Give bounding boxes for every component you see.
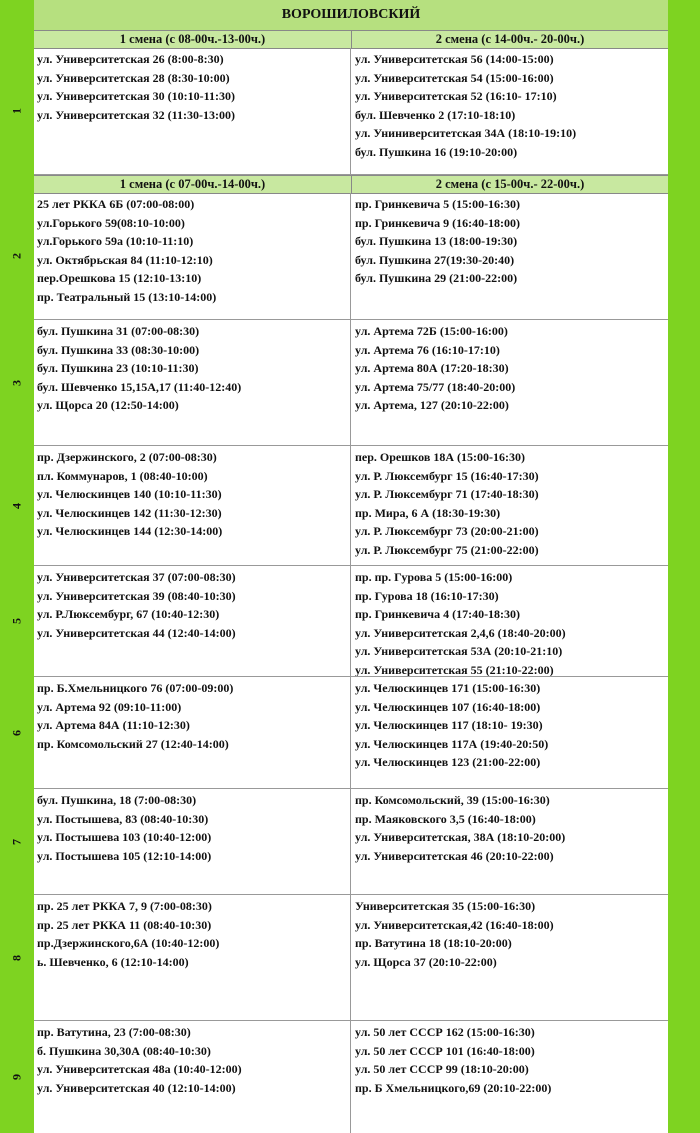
address-line: ул. Артема 75/77 (18:40-20:00) <box>355 379 516 394</box>
shift-1-cell <box>34 895 351 1020</box>
address-line: ул. 50 лет СССР 162 (15:00-16:30) <box>355 1025 535 1039</box>
address-line: ул. Постышева 103 (10:40-12:00) <box>37 830 212 844</box>
row-number: 6 <box>9 730 24 736</box>
shift-1-cell <box>34 566 351 676</box>
address-line: пр. Ватутина, 23 (7:00-08:30) <box>37 1025 191 1039</box>
address-line: бул. Пушкина 23 (10:10-11:30) <box>37 361 199 375</box>
address-line: пр. Б Хмельницкого,69 (20:10-22:00) <box>355 1080 552 1095</box>
address-line: ул. Щорса 20 (12:50-14:00) <box>37 398 179 412</box>
shift-2-cell <box>352 446 668 565</box>
shift-2-cell <box>352 789 668 894</box>
address-line: бул. Шевченко 15,15А,17 (11:40-12:40) <box>37 379 242 394</box>
address-line: ул. Университетская 39 (08:40-10:30) <box>37 588 236 603</box>
address-line: б. Пушкина 30,30А (08:40-10:30) <box>37 1043 211 1058</box>
shift-2-cell <box>352 193 668 319</box>
shift-2-cell <box>352 320 668 445</box>
shift-1-cell <box>34 193 351 319</box>
address-line: ул.Горького 59(08:10-10:00) <box>37 215 185 230</box>
address-line: ул. Университетская 46 (20:10-22:00) <box>355 848 554 863</box>
address-line: бул. Пушкина 13 (18:00-19:30) <box>355 234 518 248</box>
address-line: ул. Артема 76 (16:10-17:10) <box>355 342 500 357</box>
table-row <box>34 320 668 446</box>
address-line: бул. Пушкина 27(19:30-20:40) <box>355 252 515 267</box>
shift-1-label: 1 смена (с 07-00ч.-14-00ч.) <box>34 176 352 193</box>
address-line: ул. Университетская 56 (14:00-15:00) <box>355 52 554 66</box>
address-line: ул. Р.Люксембург, 67 (10:40-12:30) <box>37 607 220 621</box>
table-row <box>34 895 668 1021</box>
address-line: ул. Артема 92 (09:10-11:00) <box>37 699 182 714</box>
address-line: ул. Артема, 127 (20:10-22:00) <box>355 398 509 412</box>
address-line: ул. Университетская 26 (8:00-8:30) <box>37 52 224 66</box>
row-number: 7 <box>9 839 24 845</box>
address-line: 25 лет РККА 6Б (07:00-08:00) <box>37 197 195 211</box>
address-line: ул. Р. Люксембург 75 (21:00-22:00) <box>355 542 539 557</box>
row-number: 1 <box>9 108 24 114</box>
shift-1-cell <box>34 48 351 174</box>
schedule-table <box>34 0 668 1133</box>
address-line: бул. Пушкина 29 (21:00-22:00) <box>355 271 518 285</box>
address-line: бул. Шевченко 2 (17:10-18:10) <box>355 107 516 122</box>
address-line: ул. Р. Люксембург 71 (17:40-18:30) <box>355 487 539 501</box>
address-line: ул. Челюскинцев 142 (11:30-12:30) <box>37 505 222 520</box>
address-line: ул. Челюскинцев 171 (15:00-16:30) <box>355 681 541 695</box>
shift-1-cell <box>34 789 351 894</box>
address-line: ул. Университетская 53А (20:10-21:10) <box>355 644 563 658</box>
address-line: пр. Театральный 15 (13:10-14:00) <box>37 289 217 304</box>
shift-2-cell <box>352 677 668 788</box>
shift-header-a <box>34 30 668 49</box>
address-line: ул. Университетская 32 (11:30-13:00) <box>37 107 235 122</box>
address-line: ул. Челюскинцев 140 (10:10-11:30) <box>37 487 222 501</box>
address-line: пр. Комсомольский 27 (12:40-14:00) <box>37 736 229 751</box>
address-line: ь. Шевченко, 6 (12:10-14:00) <box>37 954 189 969</box>
address-line: пр. Дзержинского, 2 (07:00-08:30) <box>37 450 217 464</box>
address-line: ул. Постышева, 83 (08:40-10:30) <box>37 811 209 826</box>
address-line: ул. Челюскинцев 117А (19:40-20:50) <box>355 736 549 751</box>
table-row <box>34 193 668 320</box>
address-line: пер.Орешкова 15 (12:10-13:10) <box>37 271 202 285</box>
shift-2-label: 2 смена (с 15-00ч.- 22-00ч.) <box>435 177 585 191</box>
address-line: ул. 50 лет СССР 101 (16:40-18:00) <box>355 1043 535 1058</box>
address-line: ул. Университетская 52 (16:10- 17:10) <box>355 89 557 103</box>
address-line: ул. Артема 84А (11:10-12:30) <box>37 718 190 732</box>
address-line: пр. Гринкевича 9 (16:40-18:00) <box>355 215 521 230</box>
address-line: ул. Университетская 55 (21:10-22:00) <box>355 662 554 676</box>
address-line: Университетская 35 (15:00-16:30) <box>355 899 536 913</box>
row-number: 9 <box>9 1074 24 1080</box>
address-line: пер. Орешков 18А (15:00-16:30) <box>355 450 525 464</box>
address-line: пр. Ватутина 18 (18:10-20:00) <box>355 936 512 950</box>
address-line: бул. Пушкина 31 (07:00-08:30) <box>37 324 200 338</box>
address-line: пр. 25 лет РККА 11 (08:40-10:30) <box>37 917 212 932</box>
shift-2-cell <box>352 1021 668 1133</box>
address-line: ул. Р. Люксембург 15 (16:40-17:30) <box>355 468 539 483</box>
table-row <box>34 48 668 175</box>
shift-1-cell <box>34 677 351 788</box>
address-line: ул. 50 лет СССР 99 (18:10-20:00) <box>355 1062 529 1076</box>
address-line: ул. Университетская 48а (10:40-12:00) <box>37 1062 242 1076</box>
address-line: ул. Челюскинцев 144 (12:30-14:00) <box>37 524 223 538</box>
row-number: 3 <box>9 380 24 386</box>
table-row <box>34 677 668 789</box>
shift-1-cell <box>34 320 351 445</box>
address-line: ул. Постышева 105 (12:10-14:00) <box>37 848 212 863</box>
address-line: пр. Маяковского 3,5 (16:40-18:00) <box>355 811 536 826</box>
address-line: пр. Гурова 18 (16:10-17:30) <box>355 588 499 603</box>
address-line: ул. Челюскинцев 117 (18:10- 19:30) <box>355 718 543 732</box>
address-line: ул. Щорса 37 (20:10-22:00) <box>355 954 497 969</box>
shift-1-cell <box>34 1021 351 1133</box>
table-row <box>34 789 668 895</box>
shift-2-label: 2 смена (с 14-00ч.- 20-00ч.) <box>435 32 585 46</box>
row-number: 8 <box>9 955 24 961</box>
table-row <box>34 1021 668 1133</box>
address-line: пр.Дзержинского,6А (10:40-12:00) <box>37 936 220 950</box>
address-line: ул. Университетская 40 (12:10-14:00) <box>37 1080 236 1095</box>
address-line: ул. Университетская,42 (16:40-18:00) <box>355 917 554 932</box>
shift-2-cell <box>352 48 668 174</box>
address-line: ул. Артема 72Б (15:00-16:00) <box>355 324 508 338</box>
shift-2-cell <box>352 566 668 676</box>
address-line: пр. Гринкевича 5 (15:00-16:30) <box>355 197 521 211</box>
address-line: пр. Комсомольский, 39 (15:00-16:30) <box>355 793 550 807</box>
address-line: пр. Б.Хмельницкого 76 (07:00-09:00) <box>37 681 234 695</box>
row-number: 5 <box>9 618 24 625</box>
address-line: пр. Мира, 6 А (18:30-19:30) <box>355 505 501 520</box>
shift-1-label: 1 смена (с 08-00ч.-13-00ч.) <box>34 31 352 48</box>
address-line: ул. Университетская 44 (12:40-14:00) <box>37 625 236 640</box>
row-number: 4 <box>9 503 24 509</box>
shift-2-cell <box>352 895 668 1020</box>
address-line: ул. Артема 80А (17:20-18:30) <box>355 361 509 375</box>
address-line: ул. Университетская 28 (8:30-10:00) <box>37 70 230 85</box>
address-line: пр. 25 лет РККА 7, 9 (7:00-08:30) <box>37 899 212 913</box>
address-line: бул. Пушкина 16 (19:10-20:00) <box>355 144 518 159</box>
address-line: ул. Р. Люксембург 73 (20:00-21:00) <box>355 524 539 538</box>
address-line: ул. Университетская 37 (07:00-08:30) <box>37 570 236 584</box>
address-line: ул. Университетская 2,4,6 (18:40-20:00) <box>355 625 566 640</box>
address-line: бул. Пушкина 33 (08:30-10:00) <box>37 342 200 357</box>
address-line: ул. Челюскинцев 123 (21:00-22:00) <box>355 755 541 769</box>
page-title: ВОРОШИЛОВСКИЙ <box>34 0 668 31</box>
address-line: ул.Горького 59а (10:10-11:10) <box>37 234 194 248</box>
address-line: бул. Пушкина, 18 (7:00-08:30) <box>37 793 197 807</box>
row-number: 2 <box>9 253 24 260</box>
address-line: пр. пр. Гурова 5 (15:00-16:00) <box>355 570 513 584</box>
address-line: ул. Униниверситетская 34А (18:10-19:10) <box>355 126 577 140</box>
address-line: ул. Октябрьская 84 (11:10-12:10) <box>37 252 213 267</box>
address-line: ул. Университетская, 38А (18:10-20:00) <box>355 830 566 844</box>
address-line: ул. Челюскинцев 107 (16:40-18:00) <box>355 699 541 714</box>
address-line: ул. Университетская 30 (10:10-11:30) <box>37 89 235 103</box>
address-line: пл. Коммунаров, 1 (08:40-10:00) <box>37 468 208 483</box>
shift-1-cell <box>34 446 351 565</box>
table-row <box>34 566 668 677</box>
address-line: пр. Гринкевича 4 (17:40-18:30) <box>355 607 521 621</box>
table-row <box>34 446 668 566</box>
shift-header-b <box>34 175 668 194</box>
address-line: ул. Университетская 54 (15:00-16:00) <box>355 70 554 85</box>
